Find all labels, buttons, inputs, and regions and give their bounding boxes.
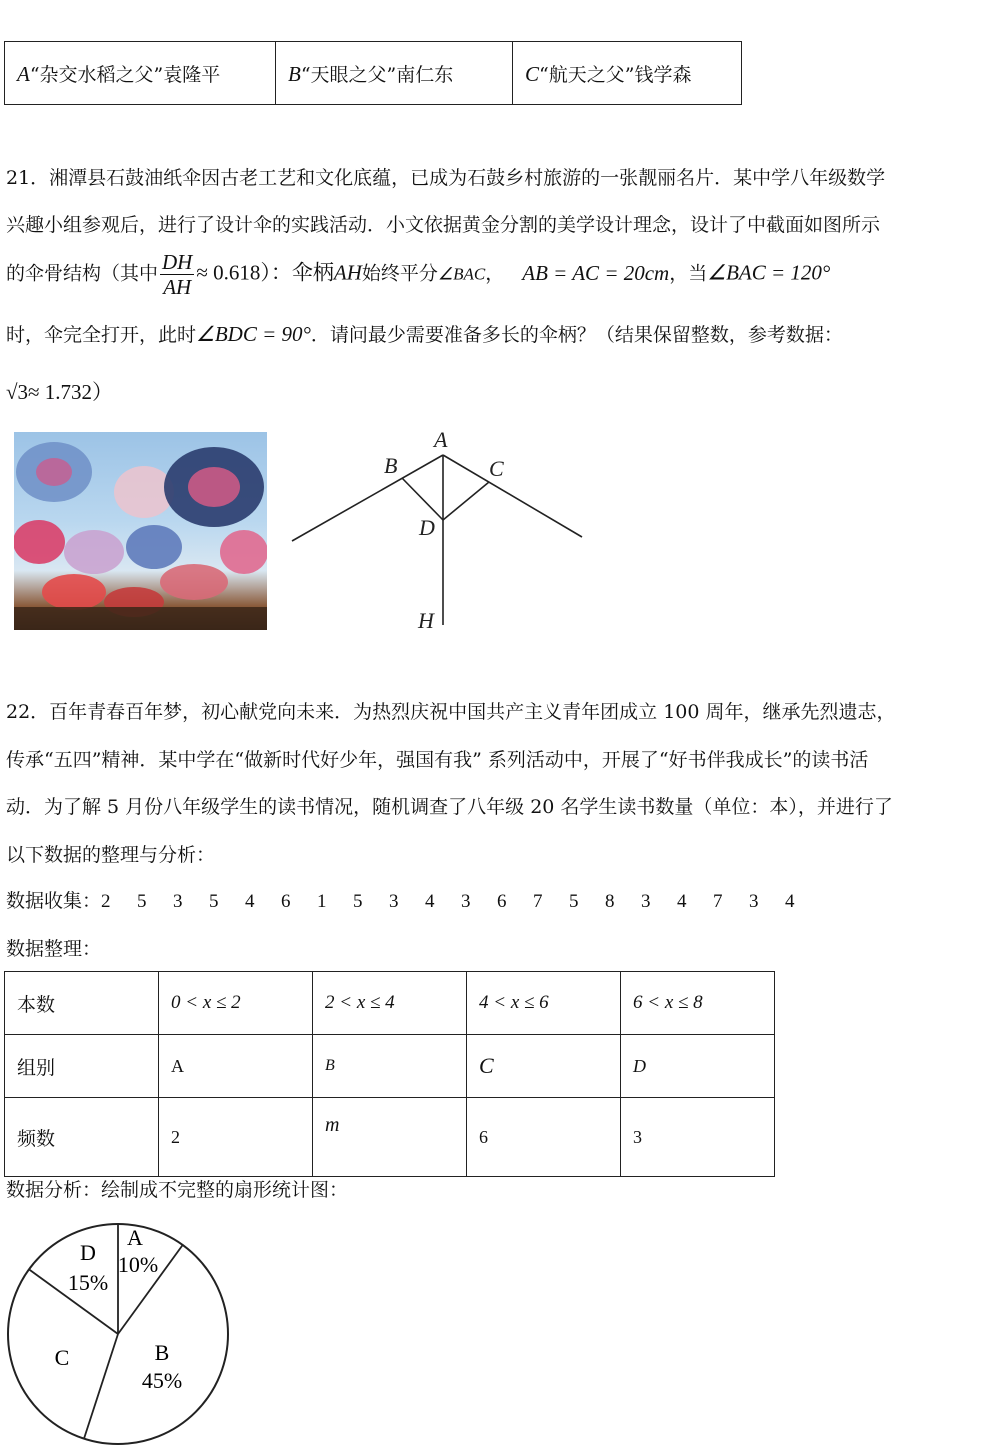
q22-line-3: 动．为了解 5 月份八年级学生的读书情况，随机调查了八年级 20 名学生读书数量（单位：本），并进行了 [6,796,893,818]
q21-line-5: √3≈ 1.732） [6,380,114,404]
frequency-table [4,971,775,1177]
umbrella-photo [14,432,267,630]
table-cell: A [159,1035,313,1098]
collection-value: 3 [173,891,183,912]
q22-line-1: 22．百年青春百年梦，初心献党向未来．为热烈庆祝中国共产主义青年团成立 100 周年，继承先烈遗志， [6,701,896,723]
collection-value: 6 [281,891,291,912]
pie-chart [0,1220,230,1450]
collection-value: 5 [569,891,579,912]
pie-label-b: B [154,1340,170,1365]
table-cell: 频数 [5,1098,159,1177]
label-h: H [418,608,434,633]
collection-value: 3 [749,891,759,912]
collection-value: 2 [101,891,111,912]
table-cell: C [467,1035,621,1098]
q21-line-3: 的伞骨结构（其中 $\frac{DH}{AH}$ ≈ 0.618）：伞柄AH始终平分∠BAC， AB = AC = 20cm，当∠BAC = 120° [6,250,831,299]
q21-line-1: 21．湘潭县石鼓油纸伞因古老工艺和文化底蕴，已成为石鼓乡村旅游的一张靓丽名片．某中学八年级数学 [6,167,886,189]
collection-value: 1 [317,891,327,912]
collection-value: 4 [677,891,687,912]
data-collection-line: 数据收集：2 5 3 5 4 6 1 5 3 4 3 6 7 5 8 3 4 7 3 4 [6,889,821,914]
q22-line-2: 传承“五四”精神．某中学在“做新时代好少年，强国有我” 系列活动中，开展了“好书伴我成长”的读书活 [6,749,869,771]
label-a: A [434,427,448,452]
table-cell: 3 [621,1098,775,1177]
collection-value: 4 [425,891,435,912]
collection-value: 5 [137,891,147,912]
umbrella-shapes [14,442,267,630]
data-organize-label: 数据整理： [6,938,102,960]
pie-percent-d: 15% [67,1270,109,1295]
golden-ratio-fraction: $\frac{DH}{AH}$ [162,250,193,299]
q21-line-2: 兴趣小组参观后，进行了设计伞的实践活动．小文依据黄金分割的美学设计理念，设计了中截面如图所示 [6,214,881,236]
q22-line-4: 以下数据的整理与分析： [6,844,216,866]
pie-label-c: C [54,1345,70,1370]
collection-value: 3 [389,891,399,912]
data-analysis-label: 数据分析：绘制成不完整的扇形统计图： [6,1179,349,1201]
label-b: B [384,453,398,478]
table-cell: 2 < x ≤ 4 [313,972,467,1035]
table-cell: 6 < x ≤ 8 [621,972,775,1035]
table-cell: D [621,1035,775,1098]
collection-value: 3 [641,891,651,912]
collection-value: 5 [209,891,219,912]
collection-value: 8 [605,891,615,912]
collection-value: 6 [497,891,507,912]
table-cell: 0 < x ≤ 2 [159,972,313,1035]
table-row [5,1098,775,1177]
option-c-cell: C“航天之父”钱学森 [513,42,742,105]
bd-line [402,478,443,520]
collection-values [101,890,821,912]
table-cell: 组别 [5,1035,159,1098]
collection-value: 4 [785,891,795,912]
pie-percent-a: 10% [117,1252,159,1277]
q21-line-4: 时，伞完全打开，此时∠BDC = 90°．请问最少需要准备多长的伞柄？（结果保留整数，参考数据： [6,322,843,346]
collection-value: 7 [713,891,723,912]
table-row [5,972,775,1035]
table-cell: 2 [159,1098,313,1177]
option-b-cell: B“天眼之父”南仁东 [276,42,513,105]
collection-value: 4 [245,891,255,912]
table-row [5,1035,775,1098]
label-c: C [489,456,504,481]
option-a-cell: A“杂交水稻之父”袁隆平 [5,42,276,105]
right-rib-line [443,455,582,537]
pie-percent-b: 45% [141,1368,183,1393]
collection-value: 7 [533,891,543,912]
table-cell: 4 < x ≤ 6 [467,972,621,1035]
pie-label-a: A [127,1225,143,1250]
collection-value: 5 [353,891,363,912]
table-cell: 6 [467,1098,621,1177]
top-options-table [4,41,742,105]
pie-label-d: D [80,1240,96,1265]
table-cell: m [313,1098,467,1177]
label-d: D [419,515,435,540]
table-cell: 本数 [5,972,159,1035]
table-cell: B [313,1035,467,1098]
collection-value: 3 [461,891,471,912]
pie-slice-c-edge [84,1334,118,1439]
cd-line [443,482,489,520]
umbrella-frame-figure [285,425,595,635]
